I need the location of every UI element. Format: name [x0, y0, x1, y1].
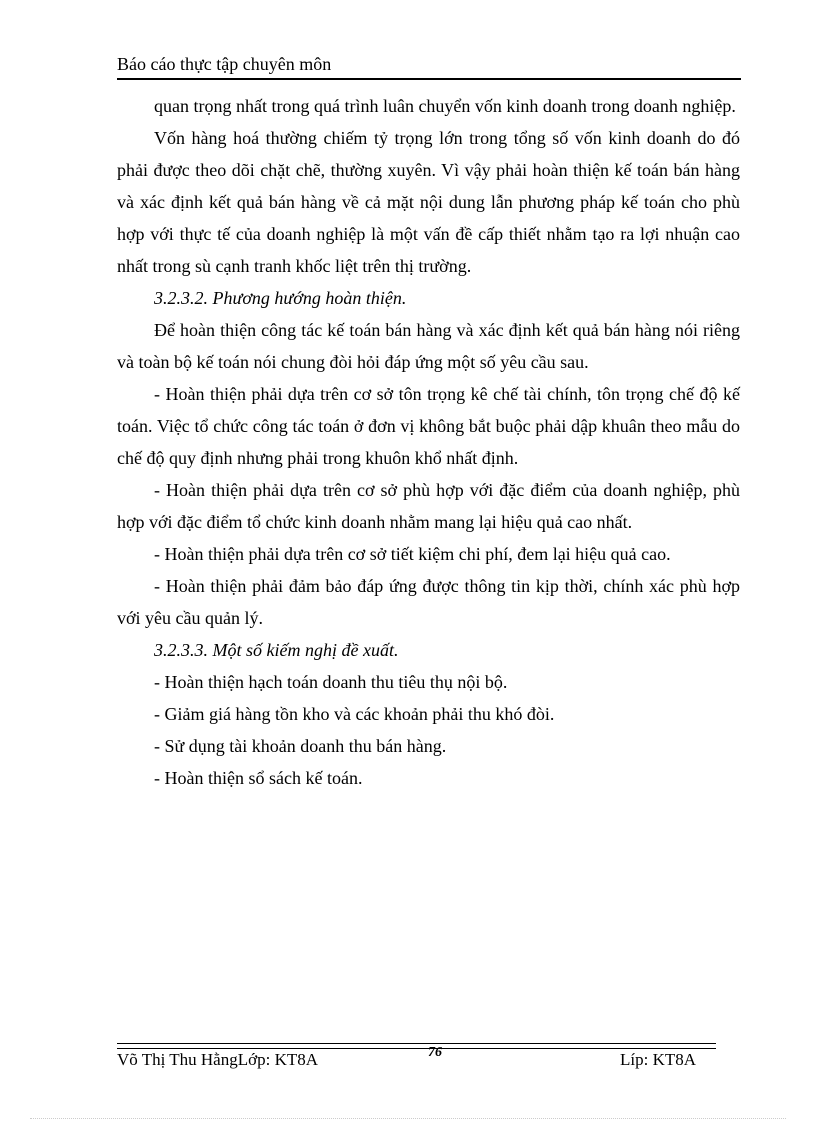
footer-author: Võ Thị Thu HằngLớp: KT8A: [117, 1050, 319, 1069]
suggestion-item-2: - Giảm giá hàng tồn kho và các khoản phải thu khó đòi.: [154, 704, 555, 724]
paragraph-goods-capital: Vốn hàng hoá thường chiếm tỷ trọng lớn trong tổng số vốn kinh doanh do đó phải được theo dõi chặt chẽ, thường xuyên. Vì vậy phải hoàn thiện kế toán bán hàng và xác định kết quả bán hàng về cả mặt nội dung lẫn phương pháp kế toán cho phù hợp với thực tế của doanh nghiệp là một vấn đề cấp thiết nhằm tạo ra lợi nhuận cao nhất trong sù cạnh tranh khốc liệt trên thị trường.: [117, 128, 740, 276]
requirement-item-2: - Hoàn thiện phải dựa trên cơ sở phù hợp với đặc điểm của doanh nghiệp, phù hợp với đặc điểm tổ chức kinh doanh nhằm mang lại hiệu quả cao nhất.: [117, 480, 740, 532]
requirement-item-3: - Hoàn thiện phải dựa trên cơ sở tiết kiệm chi phí, đem lại hiệu quả cao.: [154, 544, 671, 564]
document-body: [117, 90, 740, 794]
header-title: Báo cáo thực tập chuyên môn: [117, 54, 332, 74]
paragraph-requirements-intro: Để hoàn thiện công tác kế toán bán hàng và xác định kết quả bán hàng nói riêng và toàn bộ kế toán nói chung đòi hỏi đáp ứng một số yêu cầu sau.: [117, 320, 740, 372]
footer-divider: [117, 1043, 716, 1049]
requirement-item-1: - Hoàn thiện phải dựa trên cơ sở tôn trọng kê chế tài chính, tôn trọng chế độ kế toán. Việc tổ chức công tác toán ở đơn vị không bắt buộc phải dập khuân theo mẫu do chế độ quy định nhưng phải trong khuôn khổ nhất định.: [117, 384, 740, 468]
page-header: [117, 52, 741, 80]
paragraph-continuation: quan trọng nhất trong quá trình luân chuyển vốn kinh doanh trong doanh nghiệp.: [154, 96, 736, 116]
suggestion-item-3: - Sử dụng tài khoản doanh thu bán hàng.: [154, 736, 447, 756]
section-heading-3-2-3-2: 3.2.3.2. Phương hướng hoàn thiện.: [154, 288, 407, 308]
footer-class: Líp: KT8A: [620, 1050, 697, 1069]
page-number: 76: [428, 1045, 442, 1060]
suggestion-item-4: - Hoàn thiện sổ sách kế toán.: [154, 768, 363, 788]
page-bottom-border: [30, 1118, 786, 1119]
suggestion-item-1: - Hoàn thiện hạch toán doanh thu tiêu thụ nội bộ.: [154, 672, 508, 692]
section-heading-3-2-3-3: 3.2.3.3. Một số kiếm nghị đề xuất.: [154, 640, 399, 660]
requirement-item-4: - Hoàn thiện phải đảm bảo đáp ứng được thông tin kịp thời, chính xác phù hợp với yêu cầu quản lý.: [117, 576, 740, 628]
